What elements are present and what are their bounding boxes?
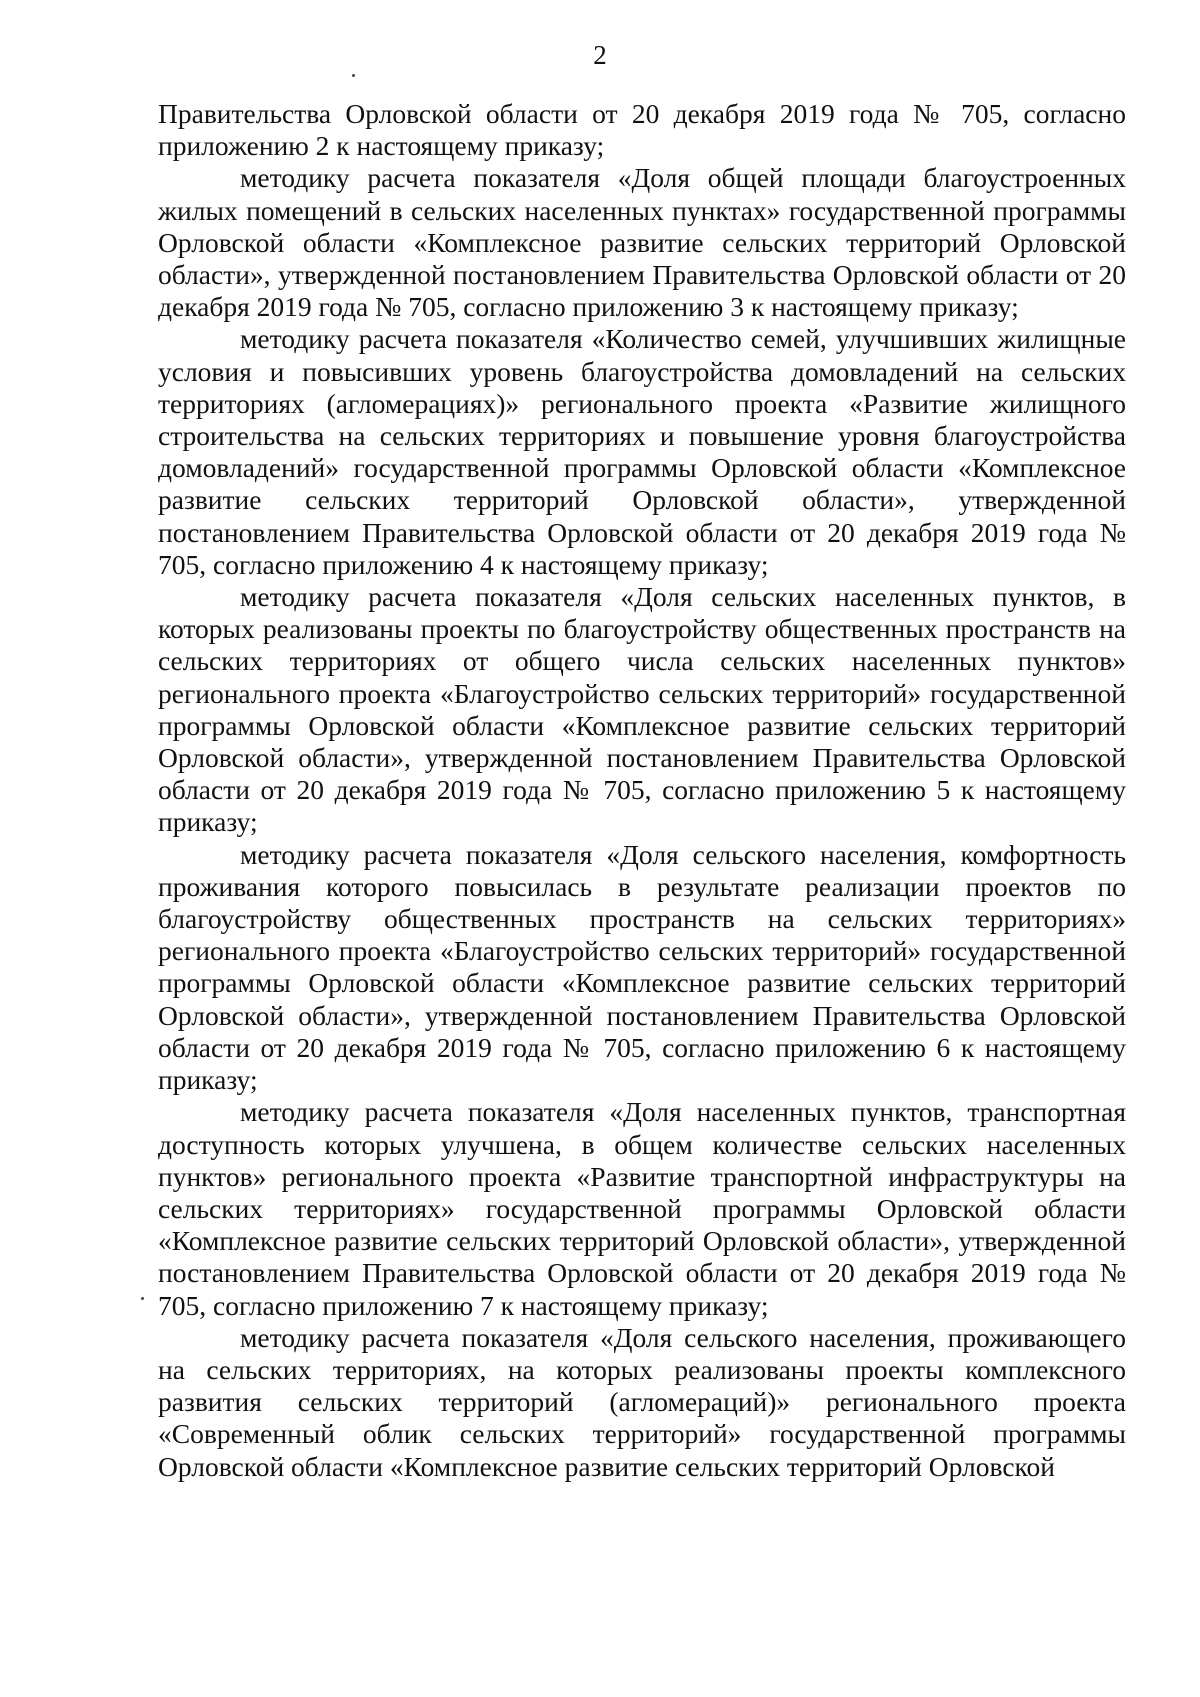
paragraph: методику расчета показателя «Доля сельского населения, проживающего на сельских территориях, на которых реализованы проекты комплексного развития сельских территорий (агломераций)» регионального проекта «Современный облик сельских территорий» государственной программы Орловской области «Комплексное развитие сельских территорий Орловской	[158, 1321, 1126, 1482]
paragraph: методику расчета показателя «Доля сельских населенных пунктов, в которых реализованы проекты по благоустройству общественных пространств на сельских территориях от общего числа сельских населенных пунктов» регионального проекта «Благоустройство сельских территорий» государственной программы Орловской области «Комплексное развитие сельских территорий Орловской области», утвержденной постановлением Правительства Орловской области от 20 декабря 2019 года № 705, согласно приложению 5 к настоящему приказу;	[158, 581, 1126, 838]
paragraph: методику расчета показателя «Доля общей площади благоустроенных жилых помещений в сельских населенных пунктах» государственной программы Орловской области «Комплексное развитие сельских территорий Орловской области», утвержденной постановлением Правительства Орловской области от 20 декабря 2019 года № 705, согласно приложению 3 к настоящему приказу;	[158, 162, 1126, 323]
paragraph: методику расчета показателя «Доля населенных пунктов, транспортная доступность которых улучшена, в общем количестве сельских населенных пунктов» регионального проекта «Развитие транспортной инфраструктуры на сельских территориях» государственной программы Орловской области «Комплексное развитие сельских территорий Орловской области», утвержденной постановлением Правительства Орловской области от 20 декабря 2019 года № 705, согласно приложению 7 к настоящему приказу;	[158, 1096, 1126, 1321]
paragraph: методику расчета показателя «Доля сельского населения, комфортность проживания которого повысилась в результате реализации проектов по благоустройству общественных пространств на сельских территориях» регионального проекта «Благоустройство сельских территорий» государственной программы Орловской области «Комплексное развитие сельских территорий Орловской области», утвержденной постановлением Правительства Орловской области от 20 декабря 2019 года № 705, согласно приложению 6 к настоящему приказу;	[158, 838, 1126, 1096]
document-body	[158, 98, 1126, 1483]
scan-speck	[141, 1297, 144, 1300]
paragraph: методику расчета показателя «Количество семей, улучшивших жилищные условия и повысивших уровень благоустройства домовладений на сельских территориях (агломерациях)» регионального проекта «Развитие жилищного строительства на сельских территориях и повышение уровня благоустройства домовладений» государственной программы Орловской области «Комплексное развитие сельских территорий Орловской области», утвержденной постановлением Правительства Орловской области от 20 декабря 2019 года № 705, согласно приложению 4 к настоящему приказу;	[158, 323, 1126, 580]
paragraph: Правительства Орловской области от 20 декабря 2019 года № 705, согласно приложению 2 к настоящему приказу;	[158, 98, 1126, 162]
scan-speck	[352, 74, 355, 77]
page-number: 2	[593, 40, 607, 70]
